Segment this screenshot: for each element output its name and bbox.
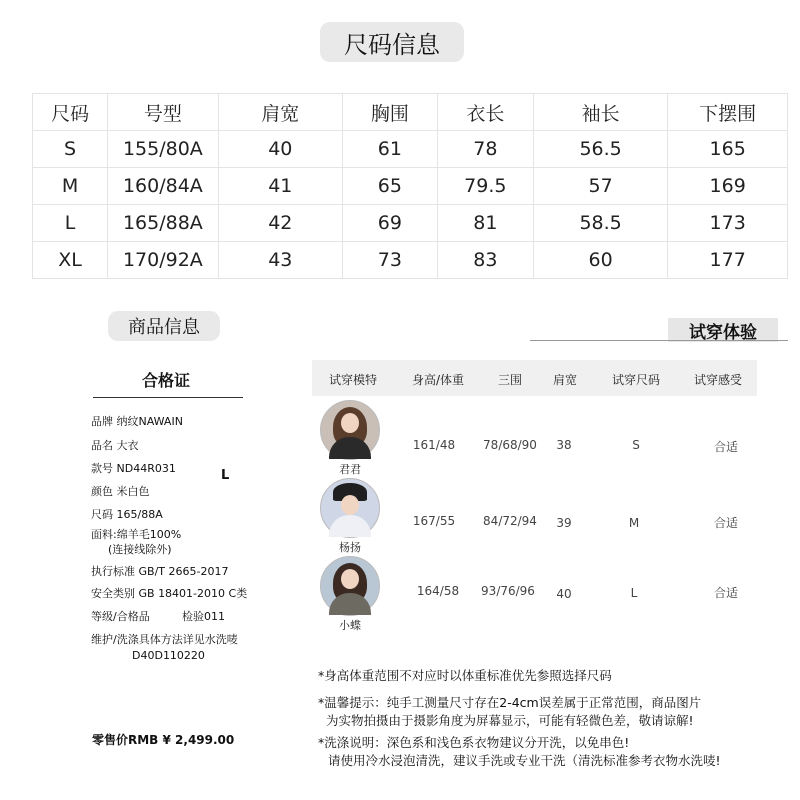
size-table-cell: M (33, 168, 108, 205)
model-name: 杨扬 (339, 541, 361, 554)
size-table-cell: 165/88A (108, 205, 219, 242)
tryon-divider (530, 340, 788, 341)
size-table-header-cell: 胸围 (342, 94, 437, 131)
size-table-cell: 155/80A (108, 131, 219, 168)
model-shoulder: 38 (556, 438, 572, 452)
th-model: 试穿模特 (328, 373, 378, 387)
model-size: M (628, 516, 640, 530)
cert-standard: 执行标准 GB/T 2665-2017 (91, 565, 229, 578)
model-avatar (320, 556, 380, 616)
model-height-weight: 164/58 (416, 584, 460, 598)
size-table-cell: 83 (437, 242, 533, 279)
size-table-cell: 58.5 (533, 205, 667, 242)
model-height-weight: 161/48 (412, 438, 456, 452)
size-table-cell: 173 (668, 205, 788, 242)
model-measurements: 84/72/94 (483, 514, 537, 528)
size-table-cell: 78 (437, 131, 533, 168)
size-table (32, 93, 788, 279)
size-table-cell: 170/92A (108, 242, 219, 279)
size-table-cell: S (33, 131, 108, 168)
size-info-title: 尺码信息 (320, 22, 464, 62)
size-table-cell: 160/84A (108, 168, 219, 205)
size-table-cell: 56.5 (533, 131, 667, 168)
size-table-cell: L (33, 205, 108, 242)
size-table-cell: 73 (342, 242, 437, 279)
size-table-cell: XL (33, 242, 108, 279)
model-shoulder: 39 (556, 516, 572, 530)
cert-size-mark: L (221, 468, 230, 483)
cert-grade: 等级/合格品 (91, 610, 150, 623)
size-table-header-cell: 尺码 (33, 94, 108, 131)
retail-price: 零售价RMB ¥ 2,499.00 (92, 733, 235, 747)
model-avatar (320, 400, 380, 460)
size-table-cell: 43 (218, 242, 342, 279)
cert-color: 颜色 米白色 (91, 485, 150, 498)
size-table-cell: 65 (342, 168, 437, 205)
size-table-cell: 41 (218, 168, 342, 205)
size-table-cell: 81 (437, 205, 533, 242)
product-info-title: 商品信息 (108, 311, 220, 341)
model-measurements: 78/68/90 (483, 438, 537, 452)
model-size: L (630, 586, 638, 600)
cert-name: 品名 大衣 (91, 439, 139, 452)
th-height-weight: 身高/体重 (411, 373, 465, 387)
model-shoulder: 40 (556, 587, 572, 601)
tryon-row (312, 556, 788, 632)
size-table-row (33, 131, 788, 168)
model-feeling: 合适 (713, 516, 739, 530)
size-table-cell: 61 (342, 131, 437, 168)
model-feeling: 合适 (713, 586, 739, 600)
model-height-weight: 167/55 (412, 514, 456, 528)
size-table-cell: 60 (533, 242, 667, 279)
size-table-row (33, 205, 788, 242)
size-table-header-cell: 号型 (108, 94, 219, 131)
size-table-cell: 165 (668, 131, 788, 168)
size-table-header-cell: 肩宽 (218, 94, 342, 131)
note-color-diff: 为实物拍摄由于摄影角度为屏幕显示，可能有轻微色差，敬请谅解! (326, 713, 694, 728)
cert-inspection: 检验011 (182, 610, 225, 623)
cert-code: D40D110220 (132, 649, 205, 662)
model-avatar (320, 478, 380, 538)
cert-sku: 款号 ND44R031 (91, 462, 176, 475)
note-measurement: *温馨提示：纯手工测量尺寸存在2-4cm误差属于正常范围，商品图片 (318, 695, 702, 710)
model-feeling: 合适 (713, 440, 739, 454)
cert-material-note: (连接线除外) (108, 543, 172, 556)
size-table-header (33, 94, 788, 131)
size-table-header-cell: 袖长 (533, 94, 667, 131)
size-table-header-cell: 下摆围 (668, 94, 788, 131)
cert-size: 尺码 165/88A (91, 508, 163, 521)
tryon-row (312, 478, 788, 554)
certificate-title: 合格证 (142, 371, 191, 390)
th-feeling: 试穿感受 (693, 373, 743, 387)
size-table-cell: 69 (342, 205, 437, 242)
size-table-cell: 169 (668, 168, 788, 205)
th-measurements: 三围 (497, 373, 523, 387)
cert-care: 维护/洗涤具体方法详见水洗唛 (91, 633, 238, 646)
size-table-cell: 42 (218, 205, 342, 242)
cert-brand: 品牌 纳纹NAWAIN (91, 415, 183, 428)
note-washing-method: 请使用冷水浸泡清洗，建议手洗或专业干洗（清洗标准参考衣物水洗唛! (328, 753, 721, 768)
size-table-cell: 177 (668, 242, 788, 279)
size-table-row (33, 242, 788, 279)
model-size: S (632, 438, 640, 452)
note-size-selection: *身高体重范围不对应时以体重标准优先参照选择尺码 (318, 668, 612, 683)
model-measurements: 93/76/96 (481, 584, 535, 598)
size-table-header-cell: 衣长 (437, 94, 533, 131)
size-table-cell: 40 (218, 131, 342, 168)
model-name: 君君 (339, 463, 361, 476)
tryon-row (312, 400, 788, 476)
size-table-cell: 57 (533, 168, 667, 205)
tryon-title: 试穿体验 (668, 318, 778, 342)
size-table-row (33, 168, 788, 205)
tryon-table-header (312, 360, 757, 396)
size-table-cell: 79.5 (437, 168, 533, 205)
note-washing: *洗涤说明：深色系和浅色系衣物建议分开洗，以免串色! (318, 735, 630, 750)
cert-material: 面料:绵羊毛100% (91, 528, 182, 541)
th-shoulder: 肩宽 (552, 373, 578, 387)
cert-safety: 安全类别 GB 18401-2010 C类 (91, 587, 248, 600)
certificate-divider (93, 397, 243, 398)
model-name: 小蝶 (339, 619, 361, 632)
th-size: 试穿尺码 (611, 373, 661, 387)
